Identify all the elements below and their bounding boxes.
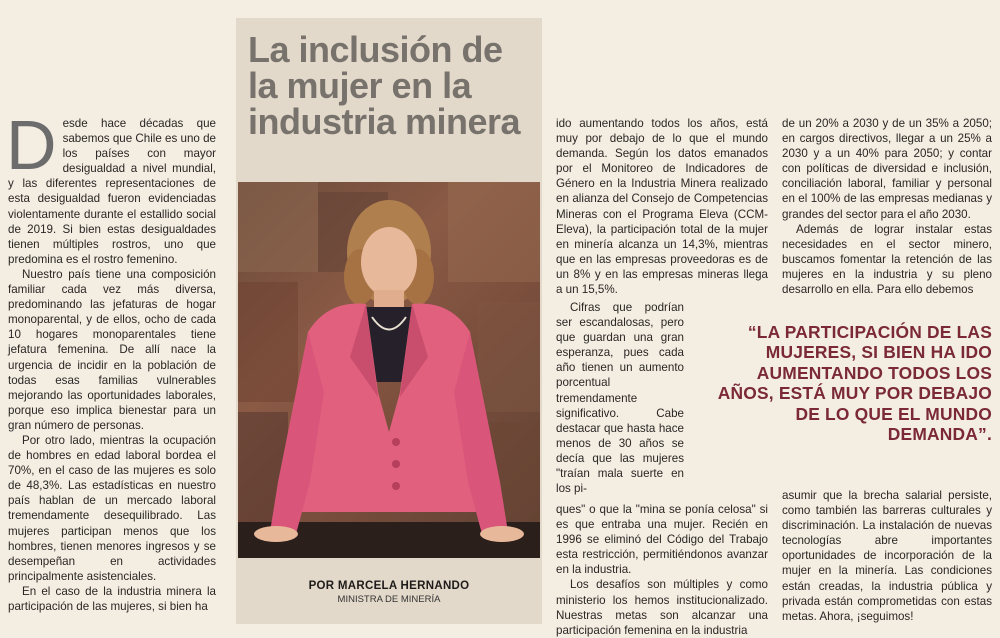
portrait-photo [238,182,540,558]
paragraph: Cifras que podrían ser escandalosas, pero que guardan una gran esperanza, pues cada año tienen un aumento porcentual tremendamente significativo. Cabe destacar que hasta hace menos de 30 años se decía que las mujeres "traían mala suerte en los pi- [556,301,684,496]
article-column-2-narrow [556,300,684,496]
paragraph: ido aumentando todos los años, está muy por debajo de lo que el mundo demanda. Según los datos emanados por el Monitoreo de Indicadores de Género en la Industria Minera realizado en alianza del Consejo de Competencias Mineras con el Programa Eleva (CCM-Eleva), la participación total de la mujer en minería alcanza un 14,3%, mientras que en las empresas proveedoras es de un 8% y en las empresas mineras llega a un 15,5%. [556,117,768,297]
paragraph: Nuestro país tiene una composición familiar cada vez más diversa, predominando las jefaturas de hogar monoparental, y de ellos, ocho de cada 10 hogares monoparentales tiene jefatura femenina. De allí nace la urgencia de incidir en la población de todas esas familias vulnerables mejorando las oportunidades laborales, porque eso implica bienestar para un gran número de personas. [8,267,216,432]
portrait-illustration [238,182,540,558]
paragraph: En el caso de la industria minera la participación de las mujeres, si bien ha [8,584,216,613]
paragraph: Además de lograr instalar estas necesidades en el sector minero, buscamos fomentar la retención de las mujeres en la industria y su pleno desarrollo en ella. Para ello debemos [782,222,992,297]
lead-paragraph [6,106,216,267]
author-role: MINISTRA DE MINERÍA [337,594,441,605]
article-column-3-bottom [782,488,992,624]
lead-text: esde hace décadas que sabemos que Chile es uno de los países con mayor desigualdad a nivel mundial, y las diferentes representaciones de esta desigualdad fueron evidenciadas violentamente durante el estallido social de 2019. Si bien estas desigualdades tienen múltiples rostros, uno que predomina es el rostro femenino. [8,117,216,266]
article-column-2 [556,116,768,297]
author-name: POR MARCELA HERNANDO [308,580,470,592]
article-column-2-bottom [556,502,768,638]
paragraph: ques" o que la "mina se ponía celosa" si es que entraba una mujer. Recién en 1996 se eliminó del Código del Trabajo esta restricción, permitiéndonos avanzar en la industria. [556,503,768,577]
headline: La inclusión de la mujer en la industria minera [248,29,521,142]
byline [236,580,542,605]
article-column-3 [782,116,992,297]
paragraph: Por otro lado, mientras la ocupación de hombres en edad laboral bordea el 70%, en el caso de las mujeres es solo de 48,3%. Las estadísticas en nuestro país hablan de un mercado laboral tremendamente desequilibrado. Las mujeres participan menos que los hombres, tienen menores ingresos y se desempeñan en actividades principalmente asistenciales. [8,433,216,583]
pull-quote: “LA PARTICIPACIÓN DE LAS MUJERES, SI BIEN HA IDO AUMENTANDO TODOS LOS AÑOS, ESTÁ MUY POR DEBAJO DE LO QUE EL MUNDO DEMANDA”. [717,322,992,445]
article-column-1 [6,106,216,614]
drop-cap: D [6,106,57,184]
paragraph: Los desafíos son múltiples y como ministerio los hemos institucionalizado. Nuestras metas son alcanzar una participación femenina en la industria [556,578,768,637]
paragraph: de un 20% a 2030 y de un 35% a 2050; en cargos directivos, llegar a un 25% a 2030 y a un 40% para 2050; y contar con políticas de diversidad e inclusión, conciliación laboral, familiar y personal en el 100% de las empresas medianas y grandes del sector para el año 2030. [782,117,992,221]
paragraph: asumir que la brecha salarial persiste, como también las barreras culturales y discriminación. La instalación de nuevas tecnologías abre importantes oportunidades de incorporación de la mujer en la minería. Las condiciones están creadas, la industria pública y privada están comprometidas con estas metas. Ahora, ¡seguimos! [782,489,992,623]
